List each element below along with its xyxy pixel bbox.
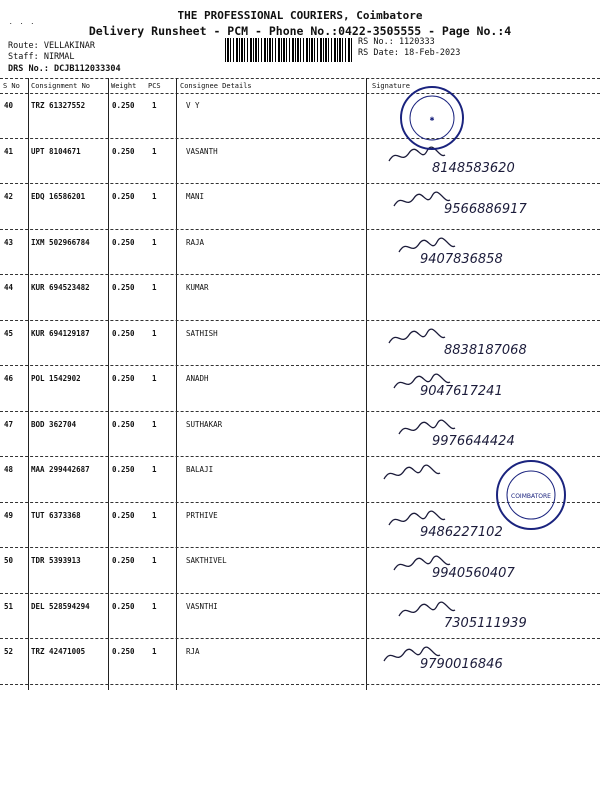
column-divider — [108, 78, 109, 690]
row-sno: 47 — [4, 419, 14, 429]
row-signature-note: 9407836858 — [420, 251, 503, 267]
row-weight: 0.250 — [112, 556, 135, 565]
row-pcs: 1 — [152, 601, 157, 611]
barcode — [225, 38, 353, 62]
row-signature-note: 9566886917 — [444, 202, 527, 217]
row-consignee: ANADH — [186, 374, 209, 383]
row-consignee: BALAJI — [186, 465, 214, 474]
row-sno: 48 — [4, 465, 14, 474]
row-pcs: 1 — [152, 556, 157, 565]
row-separator — [0, 320, 600, 321]
row-weight: 0.250 — [112, 237, 135, 247]
row-consignee: V Y — [186, 101, 200, 110]
signature-scribble — [392, 372, 452, 394]
signature-scribble — [397, 418, 457, 440]
row-consignment-no: TDR 5393913 — [31, 556, 81, 565]
stamp-city-text: COIMBATORE — [511, 493, 551, 500]
row-pcs: 1 — [152, 192, 157, 201]
row-consignment-no: BOD 362704 — [31, 419, 77, 429]
row-sno: 46 — [4, 374, 14, 383]
runsheet-subtitle: Delivery Runsheet - PCM - Phone No.:0422-3505555 - Page No.:4 — [88, 24, 512, 38]
consignee-stamp-top — [400, 86, 464, 150]
row-consignee: KUMAR — [186, 283, 209, 292]
row-separator — [0, 456, 600, 457]
row-separator — [0, 593, 600, 594]
row-pcs: 1 — [152, 419, 157, 429]
row-sno: 43 — [4, 237, 14, 247]
row-separator — [0, 138, 600, 139]
signature-scribble — [397, 600, 457, 622]
row-signature-note: 9486227102 — [420, 524, 503, 540]
row-pcs: 1 — [152, 647, 157, 656]
consignee-stamp-bottom — [496, 460, 566, 530]
row-separator — [0, 274, 600, 275]
row-consignee: SAKTHIVEL — [186, 556, 227, 565]
signature-scribble — [387, 509, 447, 531]
row-pcs: 1 — [152, 237, 157, 247]
row-signature-note: 8838187068 — [444, 342, 527, 358]
row-pcs: 1 — [152, 101, 157, 110]
drs-number: DRS No.: DCJB112033304 — [8, 64, 121, 74]
row-consignment-no: TUT 6373368 — [31, 510, 81, 520]
row-weight: 0.250 — [112, 419, 135, 429]
row-consignment-no: POL 1542902 — [31, 374, 81, 383]
signature-scribble — [382, 463, 442, 485]
row-sno: 49 — [4, 510, 14, 520]
row-consignee: RAJA — [186, 237, 205, 247]
route-label: Route: VELLAKINAR — [8, 41, 95, 51]
row-consignment-no: KUR 694523482 — [31, 283, 90, 292]
col-pcs: PCS — [148, 82, 161, 90]
row-consignment-no: TRZ 61327552 — [31, 101, 86, 110]
row-sno: 52 — [4, 647, 14, 656]
row-consignment-no: DEL 528594294 — [31, 601, 90, 611]
row-weight: 0.250 — [112, 283, 135, 292]
header-bottom-rule — [0, 93, 600, 94]
row-separator — [0, 229, 600, 230]
column-divider — [366, 78, 367, 690]
row-consignee: SATHISH — [186, 328, 218, 338]
row-weight: 0.250 — [112, 465, 135, 474]
row-consignment-no: UPT 8104671 — [31, 146, 81, 156]
col-weight: Weight — [111, 82, 137, 90]
scan-marks: ˙ ˙ ˙ — [8, 23, 36, 33]
row-sno: 40 — [4, 101, 14, 110]
row-consignee: SUTHAKAR — [186, 419, 223, 429]
row-pcs: 1 — [152, 510, 157, 520]
signature-scribble — [392, 190, 452, 212]
row-sno: 45 — [4, 328, 14, 338]
row-signature-note: 9940560407 — [432, 566, 515, 581]
row-weight: 0.250 — [112, 601, 135, 611]
row-consignment-no: EDQ 16586201 — [31, 192, 86, 201]
signature-scribble — [382, 645, 442, 667]
stamp-bottom-mark — [498, 462, 564, 528]
row-consignee: VASANTH — [186, 146, 218, 156]
table-top-rule — [0, 78, 600, 79]
svg-text:✱: ✱ — [429, 116, 435, 123]
row-consignee: VASNTHI — [186, 601, 218, 611]
row-weight: 0.250 — [112, 146, 135, 156]
row-consignee: RJA — [186, 647, 200, 656]
row-separator — [0, 411, 600, 412]
row-pcs: 1 — [152, 328, 157, 338]
row-sno: 44 — [4, 283, 14, 292]
col-consignment: Consignment No — [31, 82, 91, 90]
row-separator — [0, 638, 600, 639]
row-consignee: PRTHIVE — [186, 510, 218, 520]
row-sno: 41 — [4, 146, 14, 156]
row-pcs: 1 — [152, 465, 157, 474]
row-separator — [0, 183, 600, 184]
row-sno: 51 — [4, 601, 14, 611]
col-consignee: Consignee Details — [180, 82, 252, 90]
row-consignee: MANI — [186, 192, 205, 201]
row-weight: 0.250 — [112, 647, 135, 656]
staff-label: Staff: NIRMAL — [8, 52, 75, 62]
column-divider — [28, 78, 29, 690]
row-sno: 42 — [4, 192, 14, 201]
row-signature-note: 9047617241 — [420, 384, 503, 399]
row-consignment-no: IXM 502966784 — [31, 237, 90, 247]
row-signature-note: 9976644424 — [432, 433, 515, 449]
row-pcs: 1 — [152, 283, 157, 292]
rs-date: RS Date: 18-Feb-2023 — [358, 48, 461, 58]
row-weight: 0.250 — [112, 510, 135, 520]
row-weight: 0.250 — [112, 101, 135, 110]
row-weight: 0.250 — [112, 328, 135, 338]
company-title: THE PROFESSIONAL COURIERS, Coimbatore — [177, 9, 423, 22]
row-signature-note: 9790016846 — [420, 657, 503, 672]
rs-number: RS No.: 1120333 — [358, 37, 435, 47]
row-weight: 0.250 — [112, 374, 135, 383]
stamp-top-mark — [402, 88, 462, 148]
row-consignment-no: KUR 694129187 — [31, 328, 90, 338]
row-weight: 0.250 — [112, 192, 135, 201]
row-pcs: 1 — [152, 374, 157, 383]
col-sno: S No — [3, 82, 20, 90]
signature-scribble — [387, 327, 447, 349]
row-pcs: 1 — [152, 146, 157, 156]
row-signature-note: 7305111939 — [444, 615, 527, 631]
row-separator — [0, 365, 600, 366]
row-signature-note: 8148583620 — [432, 160, 515, 176]
row-consignment-no: MAA 299442687 — [31, 465, 90, 474]
row-separator — [0, 547, 600, 548]
row-sno: 50 — [4, 556, 14, 565]
column-divider — [176, 78, 177, 690]
row-separator — [0, 684, 600, 685]
row-consignment-no: TRZ 42471005 — [31, 647, 86, 656]
signature-scribble — [397, 236, 457, 258]
signature-scribble — [392, 554, 452, 576]
col-signature: Signature — [372, 82, 410, 90]
